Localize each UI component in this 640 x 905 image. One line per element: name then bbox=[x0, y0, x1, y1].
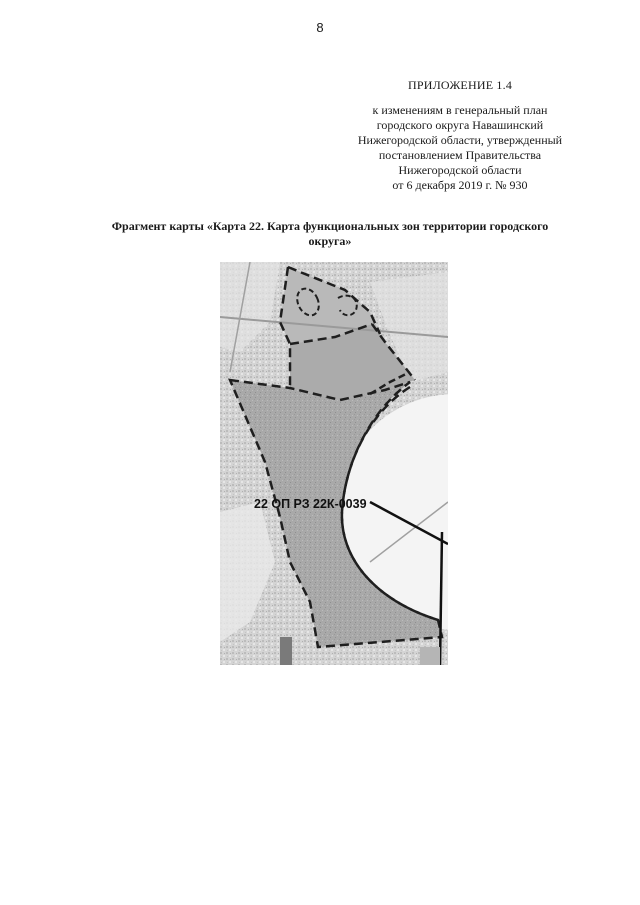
heading-line: округа» bbox=[308, 234, 352, 248]
heading-line: Фрагмент карты «Карта 22. Карта функциональных зон территории городского bbox=[111, 219, 549, 233]
page-number: 8 bbox=[316, 20, 324, 35]
appendix-line: к изменениям в генеральный план bbox=[372, 103, 548, 117]
appendix-title: ПРИЛОЖЕНИЕ 1.4 bbox=[407, 78, 513, 92]
appendix-block bbox=[330, 78, 590, 193]
appendix-line: постановлением Правительства bbox=[378, 148, 542, 162]
map-feature bbox=[420, 647, 440, 665]
map-fragment bbox=[220, 262, 448, 665]
appendix-line: Нижегородской области, утвержденный bbox=[357, 133, 563, 147]
appendix-line: городского округа Навашинский bbox=[376, 118, 544, 132]
map-image bbox=[220, 262, 448, 665]
zone-label: 22 ОП РЗ 22К-0039 bbox=[254, 497, 367, 511]
document-heading bbox=[80, 219, 580, 249]
map-feature bbox=[280, 637, 292, 665]
appendix-line: Нижегородской области bbox=[398, 163, 522, 177]
appendix-line: от 6 декабря 2019 г. № 930 bbox=[392, 178, 528, 192]
